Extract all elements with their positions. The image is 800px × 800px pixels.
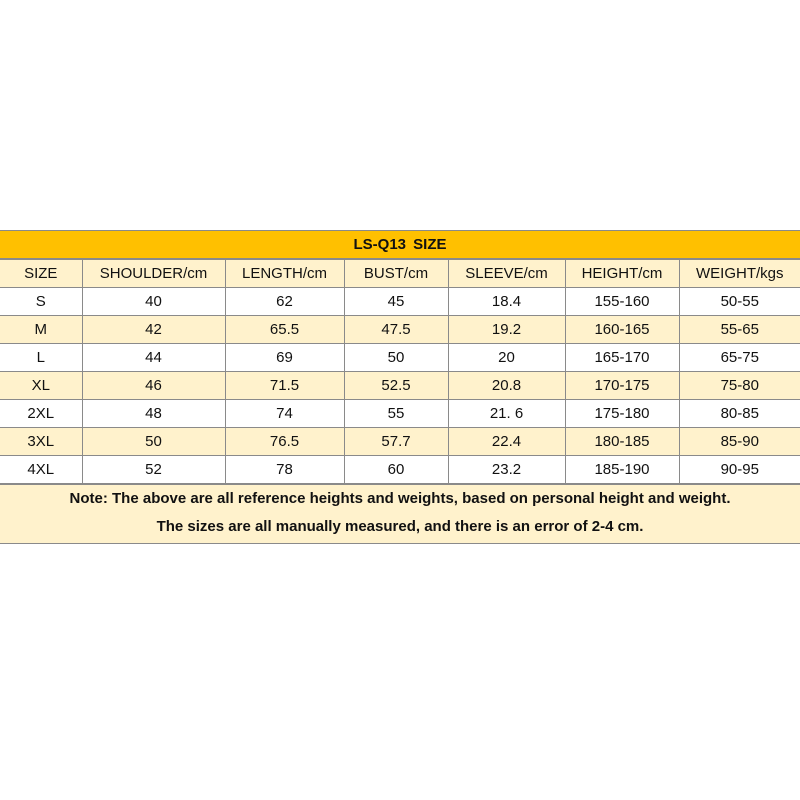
table-row bbox=[0, 288, 800, 316]
cell-weight: 75-80 bbox=[679, 372, 800, 400]
cell-weight: 85-90 bbox=[679, 428, 800, 456]
cell-sleeve: 20.8 bbox=[448, 372, 565, 400]
cell-height: 155-160 bbox=[565, 288, 679, 316]
cell-bust: 60 bbox=[344, 456, 448, 484]
header-size: SIZE bbox=[0, 260, 82, 288]
cell-height: 175-180 bbox=[565, 400, 679, 428]
cell-bust: 55 bbox=[344, 400, 448, 428]
cell-length: 62 bbox=[225, 288, 344, 316]
cell-height: 170-175 bbox=[565, 372, 679, 400]
cell-shoulder: 44 bbox=[82, 344, 225, 372]
cell-bust: 47.5 bbox=[344, 316, 448, 344]
table-row bbox=[0, 400, 800, 428]
cell-bust: 45 bbox=[344, 288, 448, 316]
header-bust: BUST/cm bbox=[344, 260, 448, 288]
cell-size: 4XL bbox=[0, 456, 82, 484]
cell-length: 78 bbox=[225, 456, 344, 484]
cell-sleeve: 23.2 bbox=[448, 456, 565, 484]
cell-shoulder: 40 bbox=[82, 288, 225, 316]
cell-length: 74 bbox=[225, 400, 344, 428]
size-table bbox=[0, 259, 800, 484]
table-row bbox=[0, 316, 800, 344]
cell-sleeve: 20 bbox=[448, 344, 565, 372]
cell-sleeve: 19.2 bbox=[448, 316, 565, 344]
cell-height: 160-165 bbox=[565, 316, 679, 344]
table-row bbox=[0, 428, 800, 456]
size-chart-title: LS-Q13 SIZE bbox=[0, 231, 800, 259]
cell-sleeve: 18.4 bbox=[448, 288, 565, 316]
cell-size: S bbox=[0, 288, 82, 316]
cell-bust: 50 bbox=[344, 344, 448, 372]
cell-size: M bbox=[0, 316, 82, 344]
cell-size: 2XL bbox=[0, 400, 82, 428]
header-height: HEIGHT/cm bbox=[565, 260, 679, 288]
cell-height: 165-170 bbox=[565, 344, 679, 372]
cell-weight: 80-85 bbox=[679, 400, 800, 428]
cell-size: XL bbox=[0, 372, 82, 400]
cell-weight: 50-55 bbox=[679, 288, 800, 316]
cell-bust: 57.7 bbox=[344, 428, 448, 456]
cell-shoulder: 52 bbox=[82, 456, 225, 484]
cell-shoulder: 48 bbox=[82, 400, 225, 428]
cell-shoulder: 46 bbox=[82, 372, 225, 400]
cell-size: L bbox=[0, 344, 82, 372]
note-line-2: The sizes are all manually measured, and there is an error of 2-4 cm. bbox=[156, 518, 644, 535]
table-row bbox=[0, 344, 800, 372]
note-section bbox=[0, 484, 800, 543]
cell-shoulder: 50 bbox=[82, 428, 225, 456]
cell-length: 76.5 bbox=[225, 428, 344, 456]
size-chart bbox=[0, 230, 800, 544]
table-row bbox=[0, 456, 800, 484]
note-line-1: Note: The above are all reference heights and weights, based on personal height and weight. bbox=[69, 490, 731, 507]
cell-shoulder: 42 bbox=[82, 316, 225, 344]
header-sleeve: SLEEVE/cm bbox=[448, 260, 565, 288]
cell-sleeve: 21. 6 bbox=[448, 400, 565, 428]
cell-weight: 55-65 bbox=[679, 316, 800, 344]
table-row bbox=[0, 372, 800, 400]
header-row bbox=[0, 260, 800, 288]
cell-height: 185-190 bbox=[565, 456, 679, 484]
cell-height: 180-185 bbox=[565, 428, 679, 456]
cell-length: 65.5 bbox=[225, 316, 344, 344]
header-shoulder: SHOULDER/cm bbox=[82, 260, 225, 288]
cell-sleeve: 22.4 bbox=[448, 428, 565, 456]
header-weight: WEIGHT/kgs bbox=[679, 260, 800, 288]
cell-weight: 65-75 bbox=[679, 344, 800, 372]
header-length: LENGTH/cm bbox=[225, 260, 344, 288]
cell-weight: 90-95 bbox=[679, 456, 800, 484]
cell-bust: 52.5 bbox=[344, 372, 448, 400]
cell-size: 3XL bbox=[0, 428, 82, 456]
cell-length: 71.5 bbox=[225, 372, 344, 400]
cell-length: 69 bbox=[225, 344, 344, 372]
